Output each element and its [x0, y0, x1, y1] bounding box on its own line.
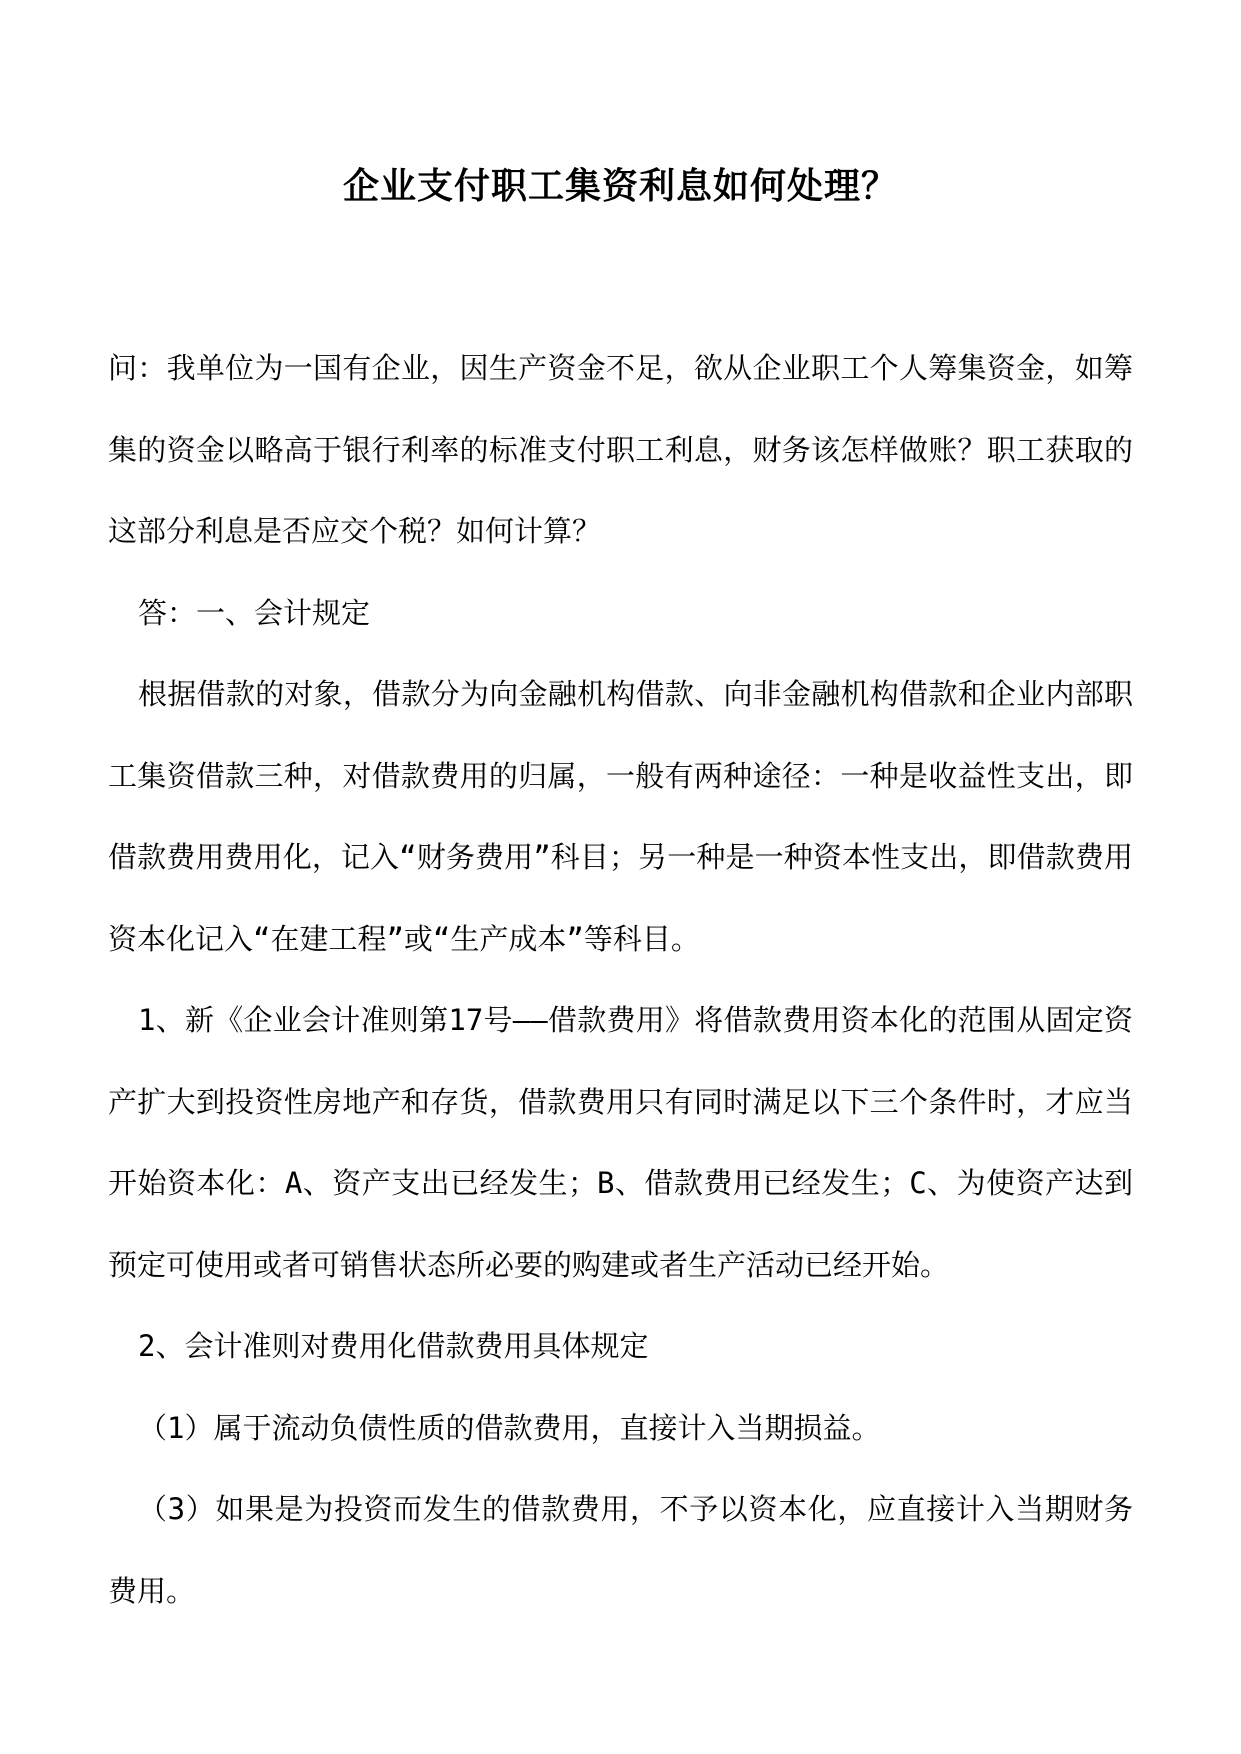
- loan-classification-paragraph: 根据借款的对象，借款分为向金融机构借款、向非金融机构借款和企业内部职工集资借款三种，对借款费用的归属，一般有两种途径：一种是收益性支出，即借款费用费用化，记入“财务费用”科目；另一种是一种资本性支出，即借款费用资本化记入“在建工程”或“生产成本”等科目。: [108, 677, 1133, 956]
- answer-heading: 答：一、会计规定: [138, 595, 371, 630]
- document-title: 企业支付职工集资利息如何处理？: [342, 165, 898, 207]
- document-body: [108, 328, 1133, 1632]
- rule-item-3: （3）如果是为投资而发生的借款费用，不予以资本化，应直接计入当期财务费用。: [108, 1492, 1133, 1608]
- capitalization-conditions-paragraph: 1、新《企业会计准则第17号——借款费用》将借款费用资本化的范围从固定资产扩大到投资性房地产和存货，借款费用只有同时满足以下三个条件时，才应当开始资本化：A、资产支出已经发生；B、借款费用已经发生；C、为使资产达到预定可使用或者可销售状态所必要的购建或者生产活动已经开始。: [108, 1003, 1133, 1282]
- question-paragraph: 问：我单位为一国有企业，因生产资金不足，欲从企业职工个人筹集资金，如筹集的资金以略高于银行利率的标准支付职工利息，财务该怎样做账？职工获取的这部分利息是否应交个税？如何计算？: [108, 351, 1133, 548]
- expensing-rules-heading: 2、会计准则对费用化借款费用具体规定: [138, 1329, 649, 1363]
- rule-item-1: （1）属于流动负债性质的借款费用，直接计入当期损益。: [138, 1410, 881, 1445]
